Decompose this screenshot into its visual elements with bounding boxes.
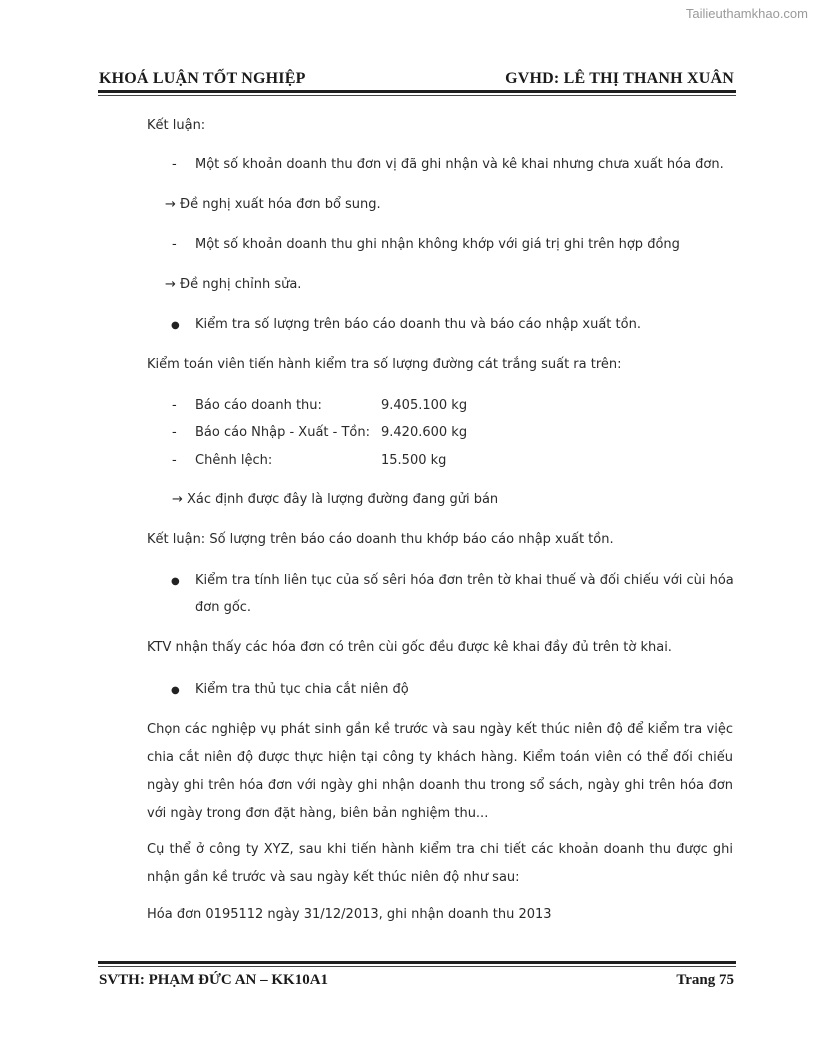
list-item: → Đề nghị chỉnh sửa.: [165, 277, 302, 292]
bullet-item-line1: Kiểm tra tính liên tục của số sêri hóa đơn trên tờ khai thuế và đối chiếu với cùi hóa: [195, 573, 734, 588]
intro-text: Kiểm toán viên tiến hành kiểm tra số lượng đường cát trắng suất ra trên:: [147, 357, 622, 372]
arrow-note: → Xác định được đây là lượng đường đang gửi bán: [172, 492, 499, 507]
footer-student: SVTH: PHẠM ĐỨC AN – KK10A1: [99, 972, 329, 988]
dash-marker: -: [172, 237, 177, 252]
header-rule-thin: [98, 95, 736, 96]
bullet-item: Kiểm tra thủ tục chia cắt niên độ: [195, 682, 409, 697]
ktv-finding: KTV nhận thấy các hóa đơn có trên cùi gốc đều được kê khai đầy đủ trên tờ khai.: [147, 640, 672, 655]
page-number: Trang 75: [676, 972, 734, 988]
footer-rule-thick: [98, 961, 736, 964]
conclusion-2: Kết luận: Số lượng trên báo cáo doanh thu khớp báo cáo nhập xuất tồn.: [147, 532, 614, 547]
header-right-supervisor: GVHD: LÊ THỊ THANH XUÂN: [505, 70, 734, 87]
table-row-value: 15.500 kg: [381, 453, 447, 468]
list-item: → Đề nghị xuất hóa đơn bổ sung.: [165, 197, 381, 212]
bullet-icon: ●: [171, 320, 180, 331]
table-row-value: 9.405.100 kg: [381, 398, 468, 413]
footer-rule-thin: [98, 966, 736, 967]
table-row-label: Báo cáo Nhập - Xuất - Tồn:: [195, 425, 370, 440]
dash-marker: -: [172, 425, 177, 440]
list-item: Một số khoản doanh thu ghi nhận không khớp với giá trị ghi trên hợp đồng: [195, 237, 680, 252]
bullet-icon: ●: [171, 685, 180, 696]
bullet-icon: ●: [171, 576, 180, 587]
bullet-item: Kiểm tra số lượng trên báo cáo doanh thu và báo cáo nhập xuất tồn.: [195, 317, 641, 332]
header-rule-thick: [98, 90, 736, 93]
list-item: Một số khoản doanh thu đơn vị đã ghi nhận và kê khai nhưng chưa xuất hóa đơn.: [195, 157, 724, 172]
dash-marker: -: [172, 453, 177, 468]
dash-marker: -: [172, 398, 177, 413]
paragraph-xyz: Cụ thể ở công ty XYZ, sau khi tiến hành kiểm tra chi tiết các khoản doanh thu được ghi nhận gần kề trước và sau ngày kết thúc niên độ như sau:: [147, 842, 733, 885]
header-left-title: KHOÁ LUẬN TỐT NGHIỆP: [99, 70, 306, 87]
conclusion-label: Kết luận:: [147, 118, 206, 133]
table-row-label: Báo cáo doanh thu:: [195, 398, 322, 413]
invoice-line: Hóa đơn 0195112 ngày 31/12/2013, ghi nhận doanh thu 2013: [147, 907, 552, 922]
dash-marker: -: [172, 157, 177, 172]
table-row-label: Chênh lệch:: [195, 453, 273, 468]
table-row-value: 9.420.600 kg: [381, 425, 468, 440]
bullet-item-line2: đơn gốc.: [195, 600, 252, 615]
watermark: Tailieuthamkhao.com: [685, 6, 808, 21]
paragraph-cutoff: Chọn các nghiệp vụ phát sinh gần kề trước và sau ngày kết thúc niên độ để kiểm tra việc chia cắt niên độ được thực hiện tại công ty khách hàng. Kiểm toán viên có thể đối chiếu ngày ghi trên hóa đơn với ngày ghi nhận doanh thu trong sổ sách, ngày ghi trên hóa đơn với ngày trong đơn đặt hàng, biên bản nghiệm thu...: [147, 722, 733, 821]
